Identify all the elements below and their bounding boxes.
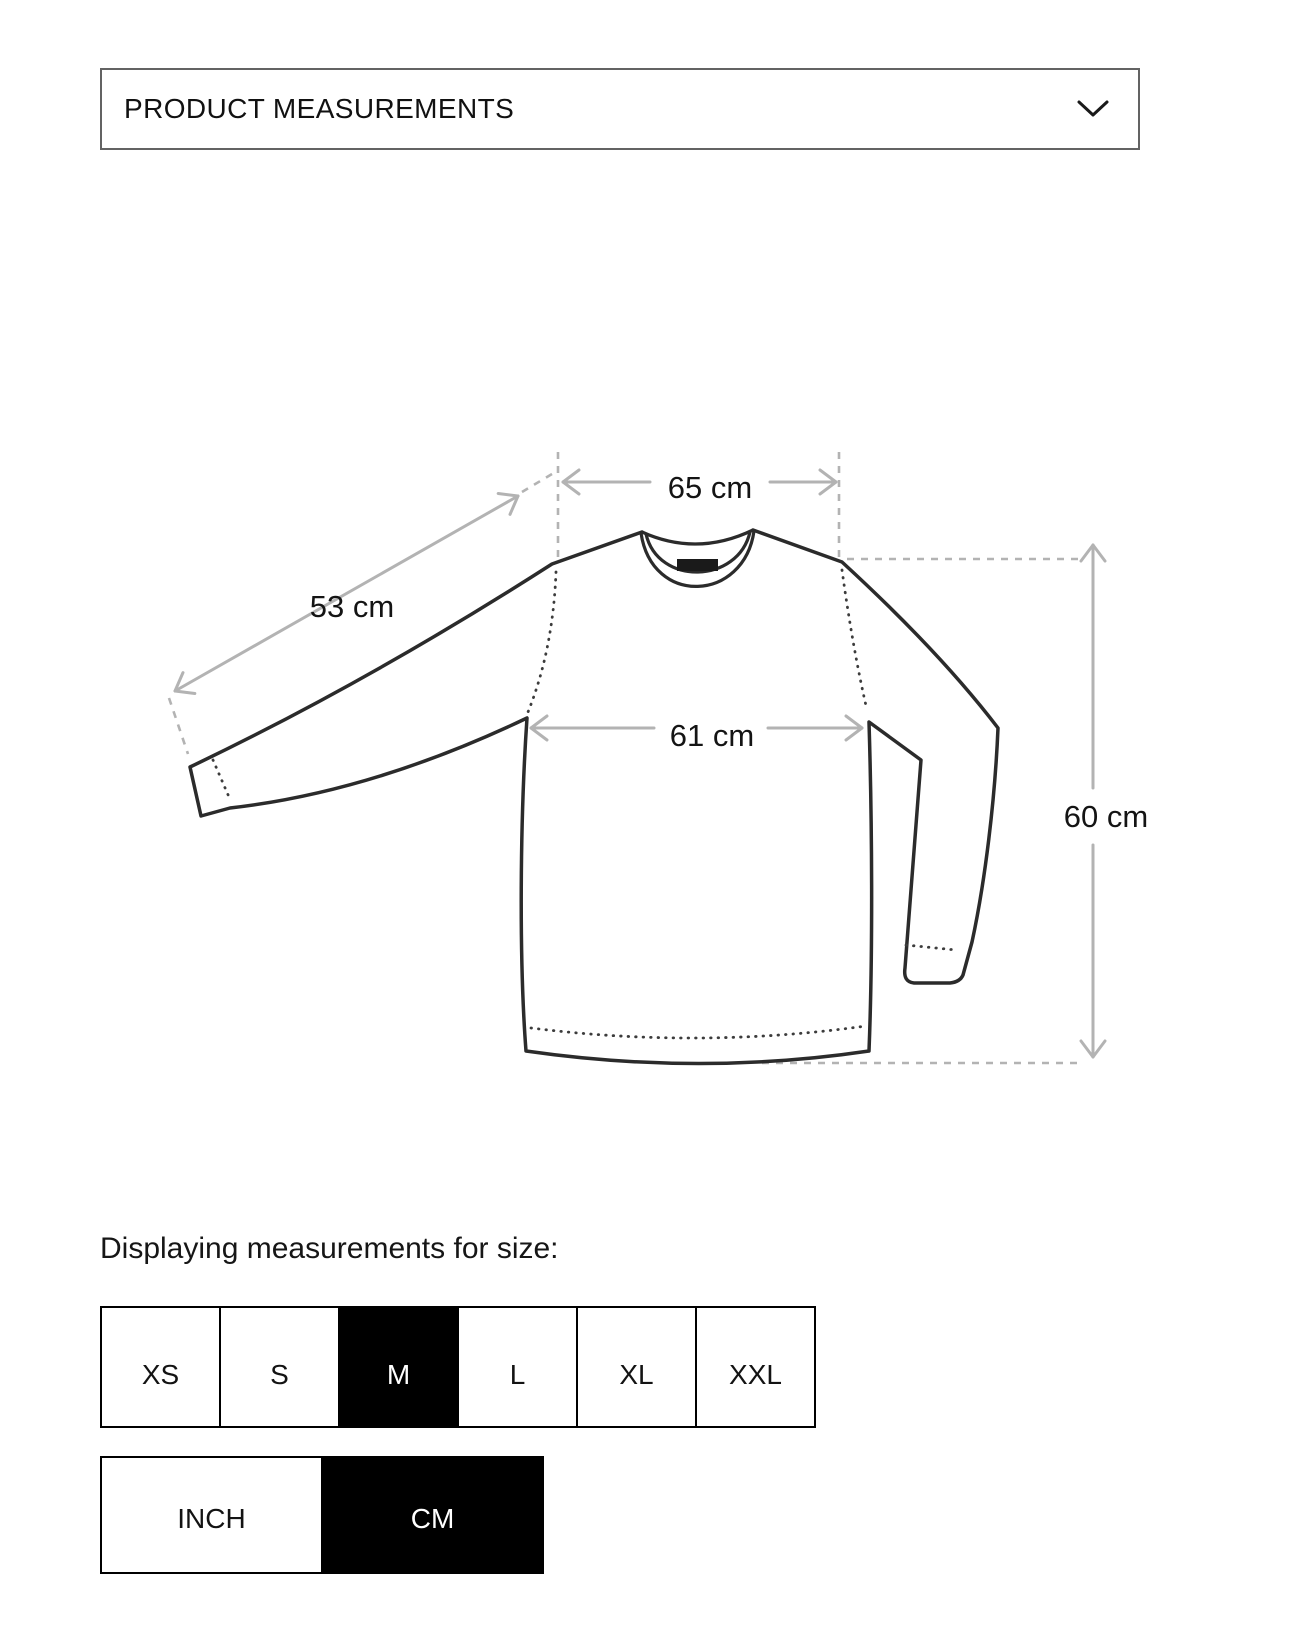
size-selector [100,1306,816,1428]
unit-selector [100,1456,544,1574]
shoulder-width-label: 65 cm [667,470,753,505]
unit-option-cm[interactable]: CM [321,1456,544,1574]
size-option-l[interactable]: L [457,1306,578,1428]
garment-measurement-diagram [0,400,1290,1170]
product-measurements-accordion[interactable] [100,68,1140,150]
sleeve-length-label: 53 cm [309,589,395,624]
size-option-m[interactable]: M [338,1306,459,1428]
unit-option-inch[interactable]: INCH [100,1456,323,1574]
collar-label [677,559,718,571]
chevron-down-icon [1076,99,1138,119]
size-caption: Displaying measurements for size: [100,1232,559,1265]
accordion-title: PRODUCT MEASUREMENTS [124,93,515,124]
body-length-label: 60 cm [1063,799,1149,834]
size-option-xs[interactable]: XS [100,1306,221,1428]
size-option-xxl[interactable]: XXL [695,1306,816,1428]
size-option-xl[interactable]: XL [576,1306,697,1428]
size-option-s[interactable]: S [219,1306,340,1428]
chest-width-label: 61 cm [669,718,755,753]
